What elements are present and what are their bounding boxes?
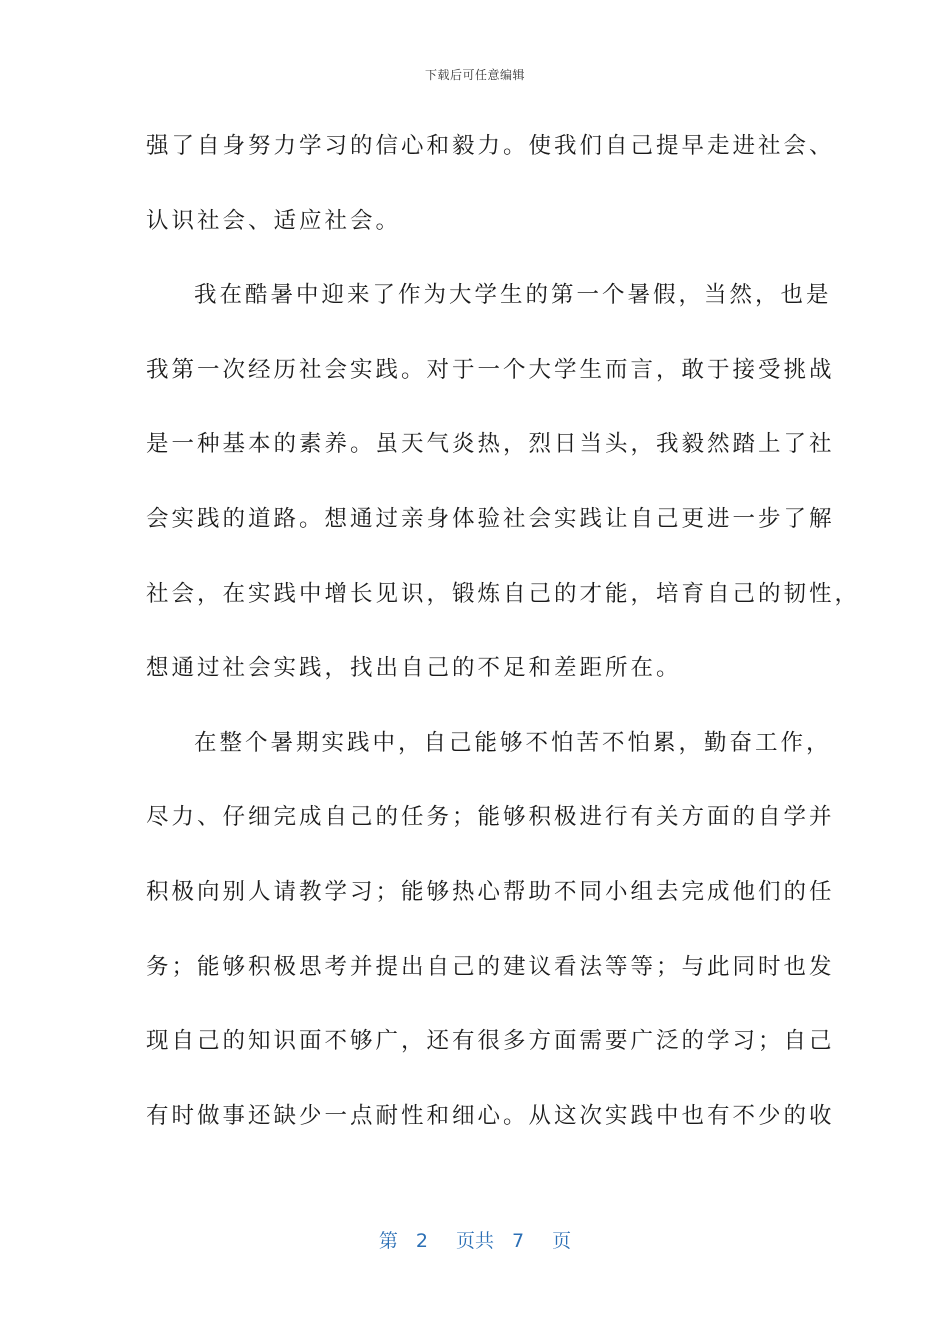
page-label-prefix: 第 — [378, 1230, 398, 1252]
body-line: 是一种基本的素养。虽天气炎热，烈日当头，我毅然踏上了社 — [146, 431, 835, 458]
paragraph-first-line: 我在酷暑中迎来了作为大学生的第一个暑假，当然，也是 — [194, 282, 832, 309]
body-line: 会实践的道路。想通过亲身体验社会实践让自己更进一步了解 — [146, 505, 835, 532]
body-line: 尽力、仔细完成自己的任务；能够积极进行有关方面的自学并 — [146, 804, 835, 831]
body-line: 有时做事还缺少一点耐性和细心。从这次实践中也有不少的收 — [146, 1102, 835, 1129]
page-header: 下载后可任意编辑 — [424, 68, 525, 82]
page-label-middle: 页共 — [455, 1230, 494, 1252]
body-line: 我第一次经历社会实践。对于一个大学生而言，敢于接受挑战 — [146, 356, 835, 383]
body-line: 强了自身努力学习的信心和毅力。使我们自己提早走进社会、 — [146, 133, 835, 159]
body-line: 认识社会、适应社会。 — [146, 207, 402, 234]
body-line: 社会，在实践中增长见识，锻炼自己的才能，培育自己的韧性， — [146, 580, 861, 607]
total-pages-number: 7 — [512, 1230, 525, 1252]
document-body — [146, 124, 861, 1168]
body-line: 现自己的知识面不够广，还有很多方面需要广泛的学习；自己 — [146, 1028, 835, 1055]
body-line: 积极向别人请教学习；能够热心帮助不同小组去完成他们的任 — [146, 878, 835, 905]
current-page-number: 2 — [415, 1230, 428, 1252]
body-line: 务；能够积极思考并提出自己的建议看法等等；与此同时也发 — [146, 953, 835, 980]
body-line: 想通过社会实践，找出自己的不足和差距所在。 — [146, 655, 682, 682]
page-label-suffix: 页 — [552, 1230, 572, 1252]
paragraph-first-line: 在整个暑期实践中，自己能够不怕苦不怕累，勤奋工作， — [194, 729, 832, 756]
page-footer — [0, 1226, 950, 1253]
